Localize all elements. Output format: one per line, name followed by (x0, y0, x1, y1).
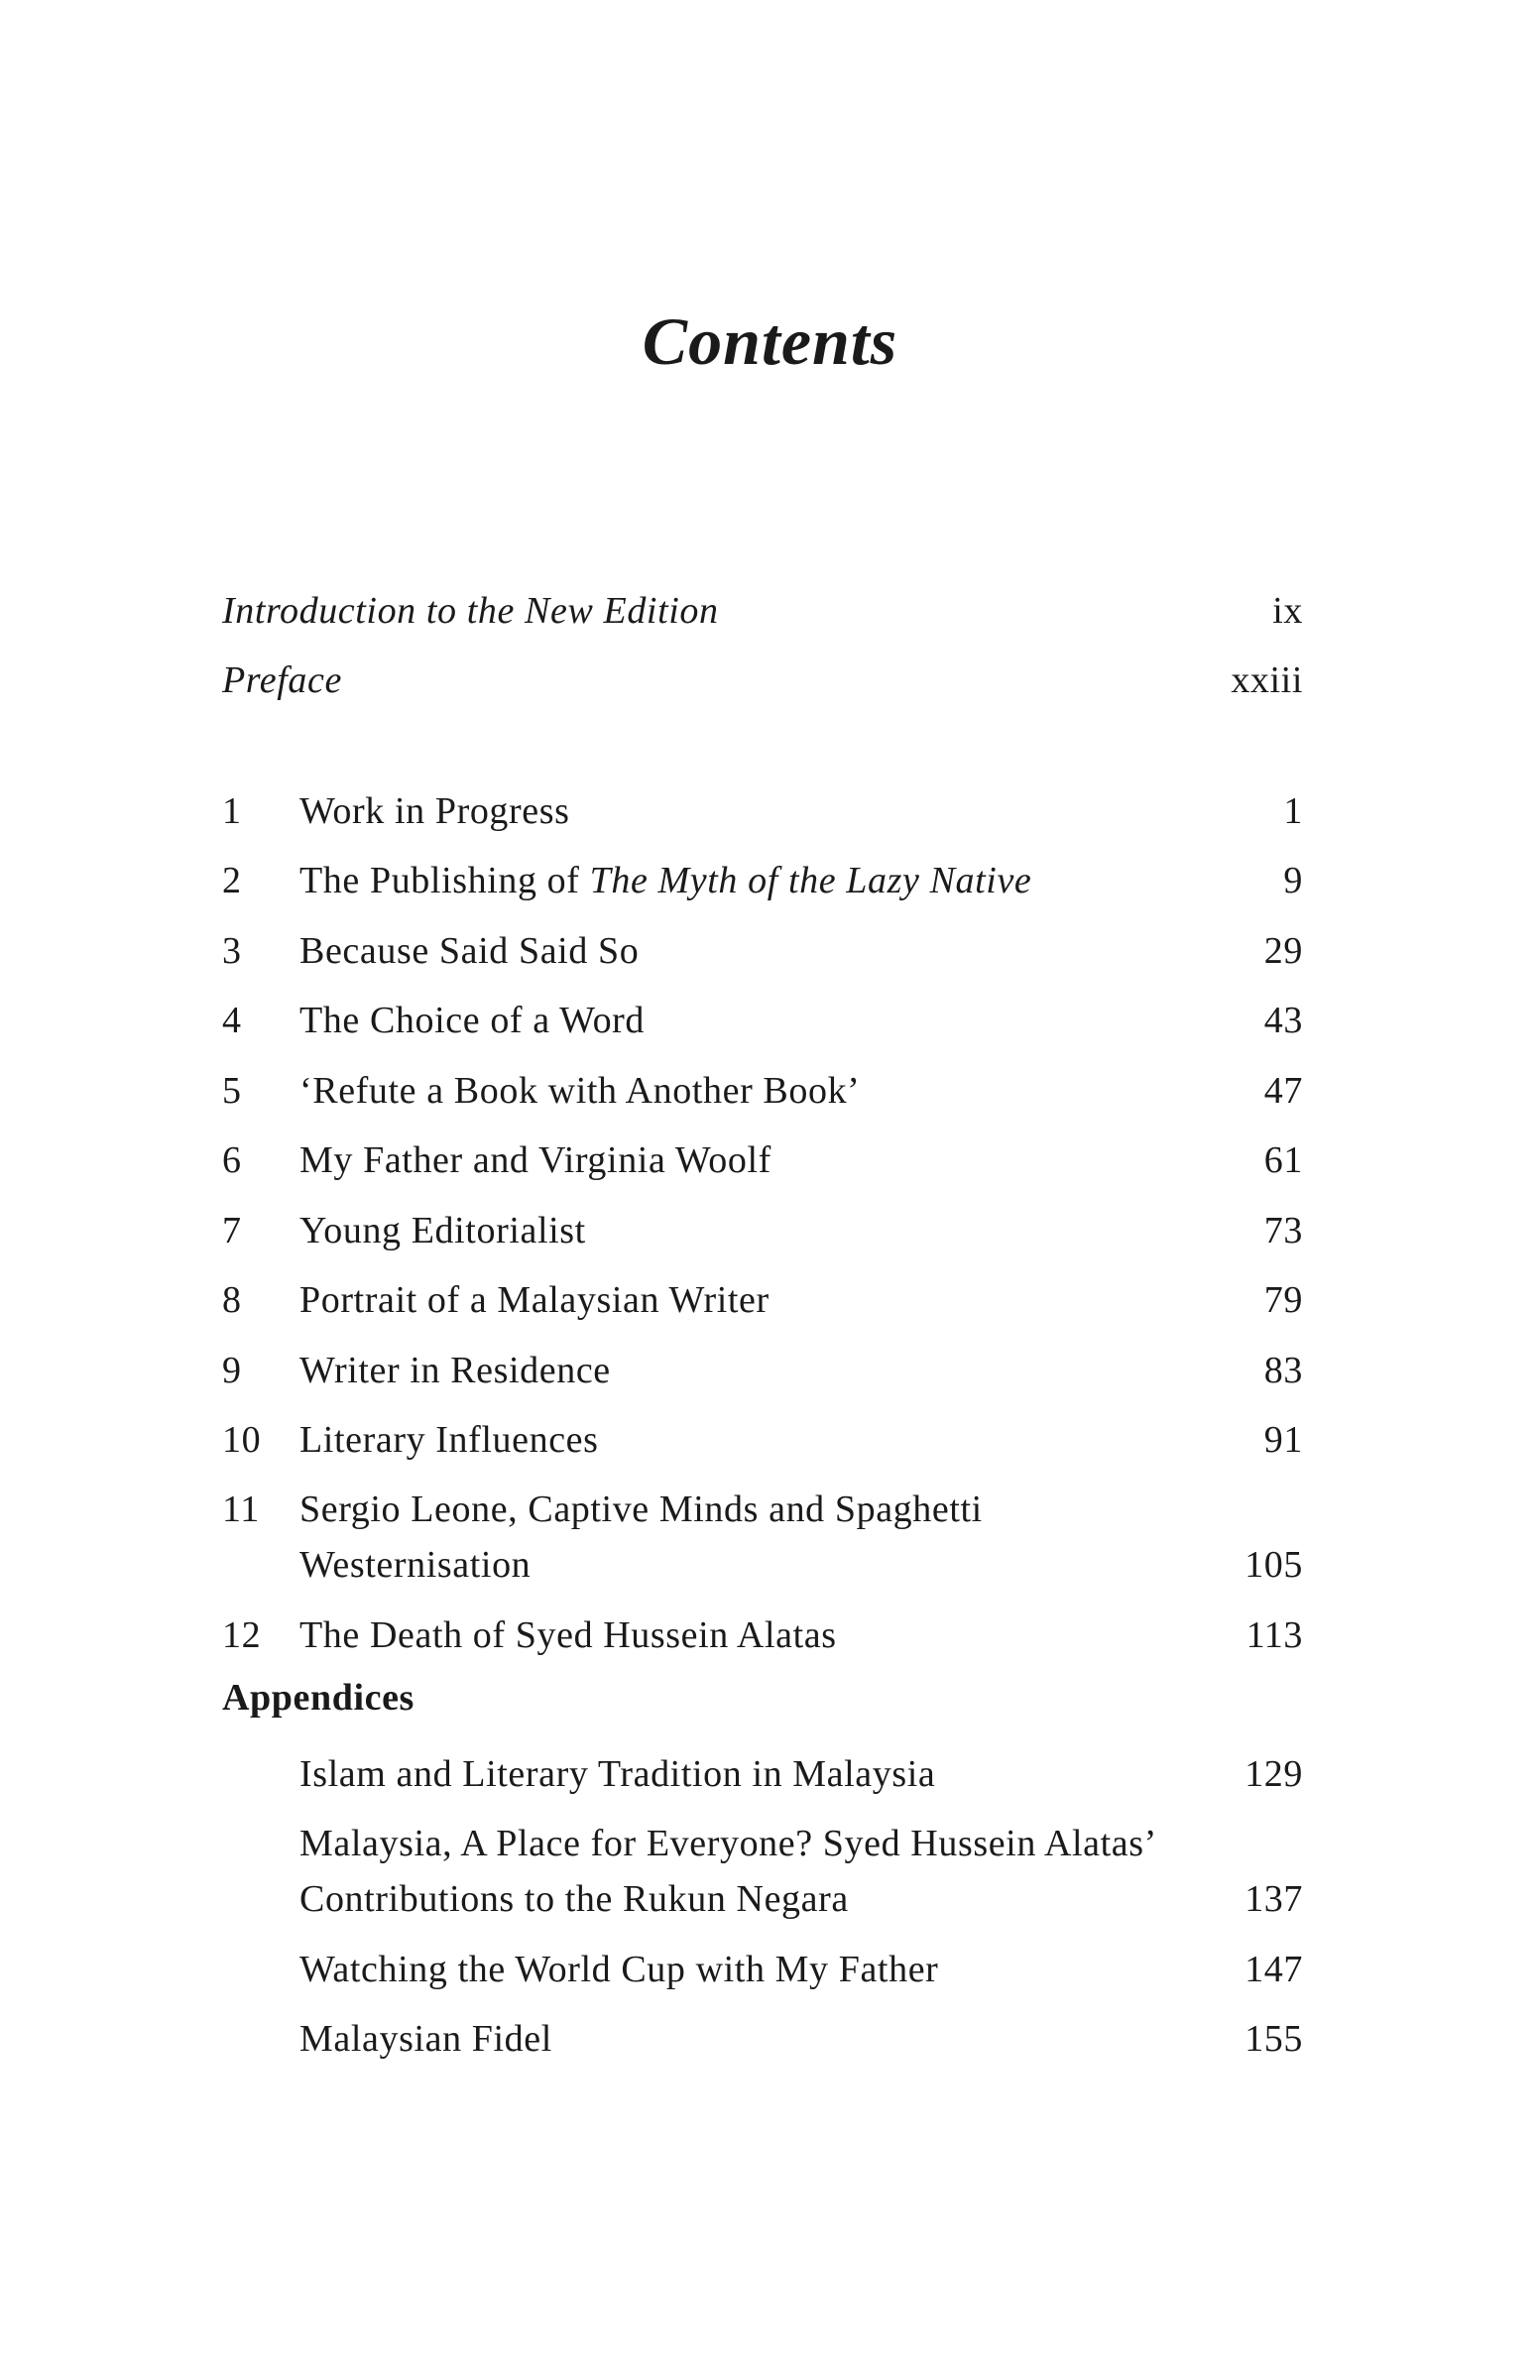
toc-entry-page: 91 (1263, 1419, 1303, 1461)
toc-entry-page: 73 (1263, 1209, 1303, 1251)
toc-entry-appendix-4[interactable] (222, 1997, 1303, 2068)
front-matter-list (222, 569, 1303, 708)
chapter-number: 4 (222, 1000, 242, 1041)
toc-entry-page: 47 (1263, 1069, 1303, 1112)
toc-entry-chapter-4[interactable] (222, 979, 1303, 1049)
chapter-number: 12 (222, 1613, 262, 1656)
toc-entry-chapter-12[interactable] (222, 1593, 1303, 1663)
toc-entry-appendix-2[interactable] (222, 1802, 1303, 1927)
toc-entry-chapter-8[interactable] (222, 1258, 1303, 1329)
toc-entry-page: 1 (1283, 789, 1303, 832)
toc-entry-title: The Death of Syed Hussein Alatas (299, 1613, 837, 1656)
toc-entry-title: ‘Refute a Book with Another Book’ (299, 1069, 861, 1112)
toc-entry-title: Because Said Said So (299, 929, 640, 972)
toc-entry-chapter-7[interactable] (222, 1188, 1303, 1258)
page-title: Contents (642, 302, 898, 379)
toc-entry-title: Watching the World Cup with My Father (299, 1948, 939, 1990)
chapter-number: 6 (222, 1139, 242, 1181)
toc-entry-page: 61 (1263, 1139, 1303, 1181)
toc-entry-title: Malaysian Fidel (299, 2018, 552, 2060)
title-prefix: The Publishing of (299, 860, 590, 901)
toc-entry-title: Work in Progress (299, 789, 570, 832)
toc-entry-preface[interactable] (222, 639, 1303, 708)
toc-entry-chapter-10[interactable] (222, 1398, 1303, 1469)
appendices-heading: Appendices (222, 1676, 415, 1719)
toc-entry-chapter-9[interactable] (222, 1328, 1303, 1398)
title-line-2: Westernisation (299, 1544, 532, 1586)
toc-entry-title: Islam and Literary Tradition in Malaysia (299, 1753, 936, 1795)
chapter-number: 7 (222, 1209, 242, 1251)
toc-entry-title (299, 1482, 1184, 1593)
toc-entry-chapter-11[interactable] (222, 1468, 1303, 1593)
title-line-1: Malaysia, A Place for Everyone? Syed Hussein Alatas’ (299, 1823, 1157, 1864)
toc-entry-chapter-5[interactable] (222, 1048, 1303, 1119)
chapter-number: 10 (222, 1419, 262, 1461)
toc-entry-title: Portrait of a Malaysian Writer (299, 1279, 770, 1321)
toc-entry-title: Introduction to the New Edition (222, 590, 719, 632)
toc-entry-page: 9 (1283, 860, 1303, 901)
toc-entry-page: 147 (1244, 1948, 1303, 1990)
chapter-number: 3 (222, 929, 242, 972)
chapter-number: 5 (222, 1069, 242, 1112)
book-title-italic: The Myth of the Lazy Native (589, 860, 1032, 901)
toc-entry-page: ix (1272, 590, 1303, 632)
toc-entry-introduction[interactable] (222, 569, 1303, 639)
toc-entry-page: 129 (1244, 1753, 1303, 1795)
toc-entry-page: 29 (1263, 929, 1303, 972)
toc-entry-page: 113 (1245, 1613, 1303, 1656)
title-line-2: Contributions to the Rukun Negara (299, 1878, 849, 1920)
toc-entry-title (299, 1816, 1184, 1927)
chapter-number: 1 (222, 789, 242, 832)
toc-entry-title: My Father and Virginia Woolf (299, 1139, 771, 1181)
toc-entry-page: 105 (1244, 1544, 1303, 1586)
toc-entry-appendix-1[interactable] (222, 1732, 1303, 1803)
toc-entry-title (299, 853, 1184, 908)
toc-entry-page: 79 (1263, 1279, 1303, 1321)
toc-entry-page: xxiii (1231, 659, 1303, 701)
title-line-1: Sergio Leone, Captive Minds and Spaghetti (299, 1488, 983, 1530)
toc-entry-title: Literary Influences (299, 1419, 599, 1461)
chapter-list (222, 769, 1303, 2067)
toc-entry-title: The Choice of a Word (299, 1000, 646, 1041)
chapter-number: 2 (222, 860, 242, 901)
chapter-number: 11 (222, 1488, 260, 1530)
toc-entry-page: 137 (1244, 1878, 1303, 1920)
toc-entry-chapter-1[interactable] (222, 769, 1303, 839)
toc-entry-page: 83 (1263, 1349, 1303, 1391)
chapter-number: 9 (222, 1349, 242, 1391)
toc-entry-title: Preface (222, 659, 342, 701)
toc-entry-page: 43 (1263, 1000, 1303, 1041)
toc-entry-title: Young Editorialist (299, 1209, 586, 1251)
toc-entry-chapter-2[interactable] (222, 839, 1303, 909)
toc-entry-chapter-3[interactable] (222, 908, 1303, 979)
toc-entry-chapter-6[interactable] (222, 1119, 1303, 1189)
toc-entry-page: 155 (1244, 2018, 1303, 2060)
chapter-number: 8 (222, 1279, 242, 1321)
toc-entry-appendix-3[interactable] (222, 1927, 1303, 1997)
toc-entry-title: Writer in Residence (299, 1349, 611, 1391)
